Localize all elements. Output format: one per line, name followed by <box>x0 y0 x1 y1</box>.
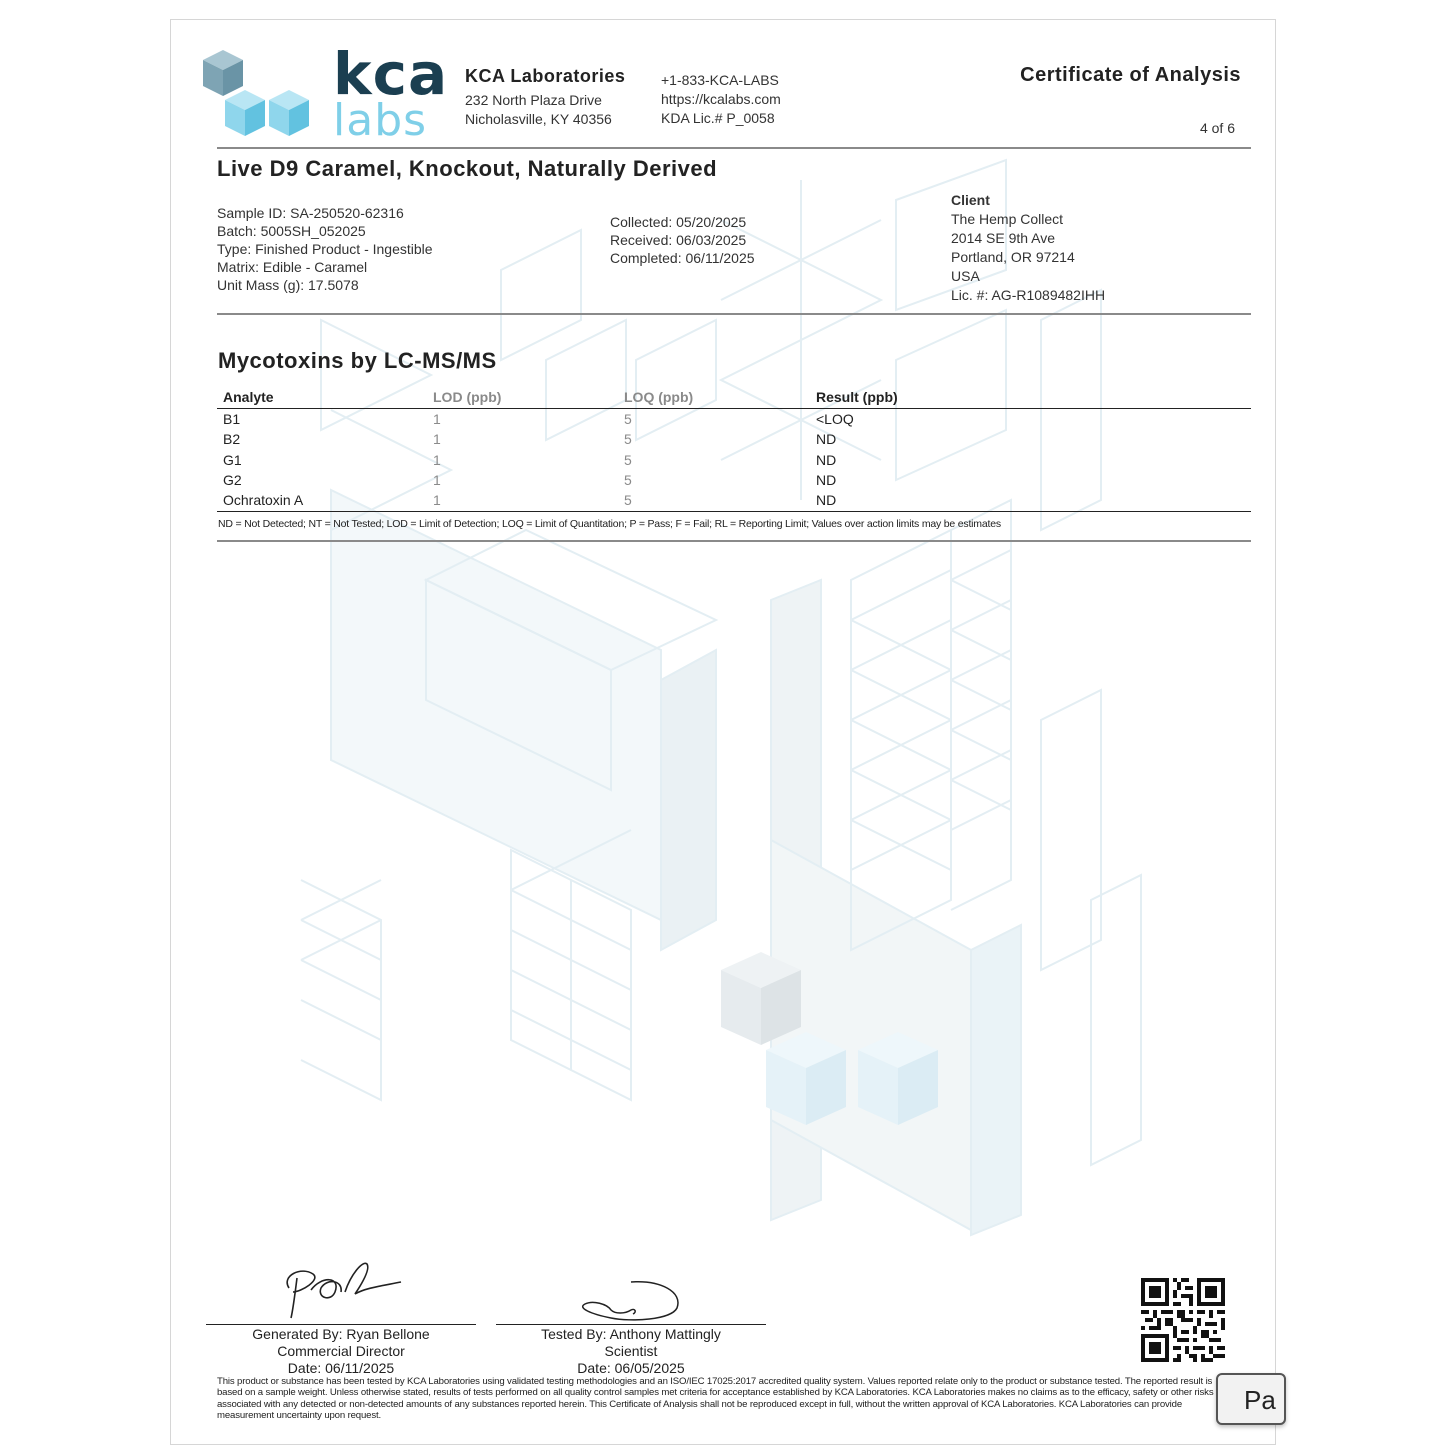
signature-anthony-mattingly <box>571 1278 691 1324</box>
signature-line-tested <box>496 1324 766 1325</box>
completed-date: Completed: 06/11/2025 <box>610 250 755 266</box>
lod-cell: 1 <box>433 452 441 468</box>
result-cell: ND <box>816 431 837 447</box>
client-country: USA <box>951 268 980 284</box>
result-cell: ND <box>816 452 837 468</box>
loq-cell: 5 <box>624 411 632 427</box>
logo-text-kca: kca <box>333 40 449 108</box>
kca-cubes-logo-icon <box>201 48 311 140</box>
loq-cell: 5 <box>624 431 632 447</box>
lod-cell: 1 <box>433 492 441 508</box>
generated-date: Date: 06/11/2025 <box>287 1360 395 1376</box>
lab-address-line2: Nicholasville, KY 40356 <box>465 111 612 127</box>
result-cell: ND <box>816 492 837 508</box>
overlay-pa-button[interactable]: Pa <box>1216 1373 1286 1425</box>
col-lod-header: LOD (ppb) <box>433 389 502 405</box>
tested-date: Date: 06/05/2025 <box>577 1360 685 1376</box>
col-result-header: Result (ppb) <box>816 389 898 405</box>
result-cell: <LOQ <box>816 411 854 427</box>
lod-cell: 1 <box>433 431 441 447</box>
sample-details <box>217 204 433 294</box>
details-divider <box>217 313 1251 315</box>
qr-code-icon <box>1141 1278 1225 1362</box>
lab-name: KCA Laboratories <box>465 66 626 86</box>
legal-disclaimer: This product or substance has been tested by KCA Laboratories using validated testing methodologies and an ISO/IEC 17025:2017 accredited quality system. Values reported relate only to the product or substance tested. The reported result is based on a sample weight. Unless otherwise stated, results of tests performed on all quality control samples met criteria for acceptance established by KCA Laboratories. KCA Laboratories makes no claims as to the efficacy, safety or other risks associated with any detected or non-detected amounts of any substances reported herein. This Certificate of Analysis shall not be reproduced except in full, without the written approval of KCA Laboratories. KCA Laboratories can provide measurement uncertainty upon request. <box>217 1376 1214 1422</box>
legend-divider <box>217 540 1251 542</box>
client-street: 2014 SE 9th Ave <box>951 230 1056 246</box>
signature-ryan-bellone <box>271 1258 411 1322</box>
sample-dates <box>610 213 755 267</box>
client-city: Portland, OR 97214 <box>951 249 1075 265</box>
lod-cell: 1 <box>433 411 441 427</box>
result-cell: ND <box>816 472 837 488</box>
signature-line-generated <box>206 1324 476 1325</box>
lab-website: https://kcalabs.com <box>661 91 781 107</box>
generated-by-block <box>206 1326 476 1377</box>
generated-role: Commercial Director <box>277 1343 405 1359</box>
sample-type: Type: Finished Product - Ingestible <box>217 241 433 257</box>
lab-address-line1: 232 North Plaza Drive <box>465 92 602 108</box>
sample-id: Sample ID: SA-250520-62316 <box>217 205 404 221</box>
matrix: Matrix: Edible - Caramel <box>217 259 368 275</box>
client-heading: Client <box>951 192 990 208</box>
lab-phone: +1-833-KCA-LABS <box>661 72 779 88</box>
col-analyte-header: Analyte <box>223 389 274 405</box>
analyte-cell: G2 <box>223 472 242 488</box>
page-number: 4 of 6 <box>1199 120 1235 136</box>
table-bottom-rule <box>217 511 1251 512</box>
received-date: Received: 06/03/2025 <box>610 232 747 248</box>
logo-text-labs: labs <box>333 95 428 146</box>
table-header-rule <box>217 408 1251 409</box>
lod-cell: 1 <box>433 472 441 488</box>
tested-by-block <box>496 1326 766 1377</box>
lab-license: KDA Lic.# P_0058 <box>661 110 775 126</box>
analyte-cell: G1 <box>223 452 242 468</box>
generated-by: Generated By: Ryan Bellone <box>252 1326 430 1342</box>
loq-cell: 5 <box>624 472 632 488</box>
tested-by: Tested By: Anthony Mattingly <box>541 1326 721 1342</box>
client-block <box>951 191 1105 305</box>
batch: Batch: 5005SH_052025 <box>217 223 366 239</box>
coa-page <box>170 19 1276 1445</box>
section-title: Mycotoxins by LC-MS/MS <box>218 348 497 373</box>
col-loq-header: LOQ (ppb) <box>624 389 694 405</box>
collected-date: Collected: 05/20/2025 <box>610 214 747 230</box>
analyte-cell: Ochratoxin A <box>223 492 304 508</box>
header-divider <box>217 147 1251 149</box>
client-name: The Hemp Collect <box>951 211 1064 227</box>
analyte-cell: B2 <box>223 431 241 447</box>
unit-mass: Unit Mass (g): 17.5078 <box>217 277 359 293</box>
client-license: Lic. #: AG-R1089482IHH <box>951 287 1106 303</box>
analyte-cell: B1 <box>223 411 241 427</box>
product-title: Live D9 Caramel, Knockout, Naturally Derived <box>217 156 718 181</box>
document-title: Certificate of Analysis <box>1020 64 1241 86</box>
tested-role: Scientist <box>604 1343 658 1359</box>
loq-cell: 5 <box>624 452 632 468</box>
abbreviation-legend: ND = Not Detected; NT = Not Tested; LOD = Limit of Detection; LOQ = Limit of Quantitation; P = Pass; F = Fail; RL = Reporting Limit; Values over action limits may be estimates <box>218 518 1001 530</box>
loq-cell: 5 <box>624 492 632 508</box>
